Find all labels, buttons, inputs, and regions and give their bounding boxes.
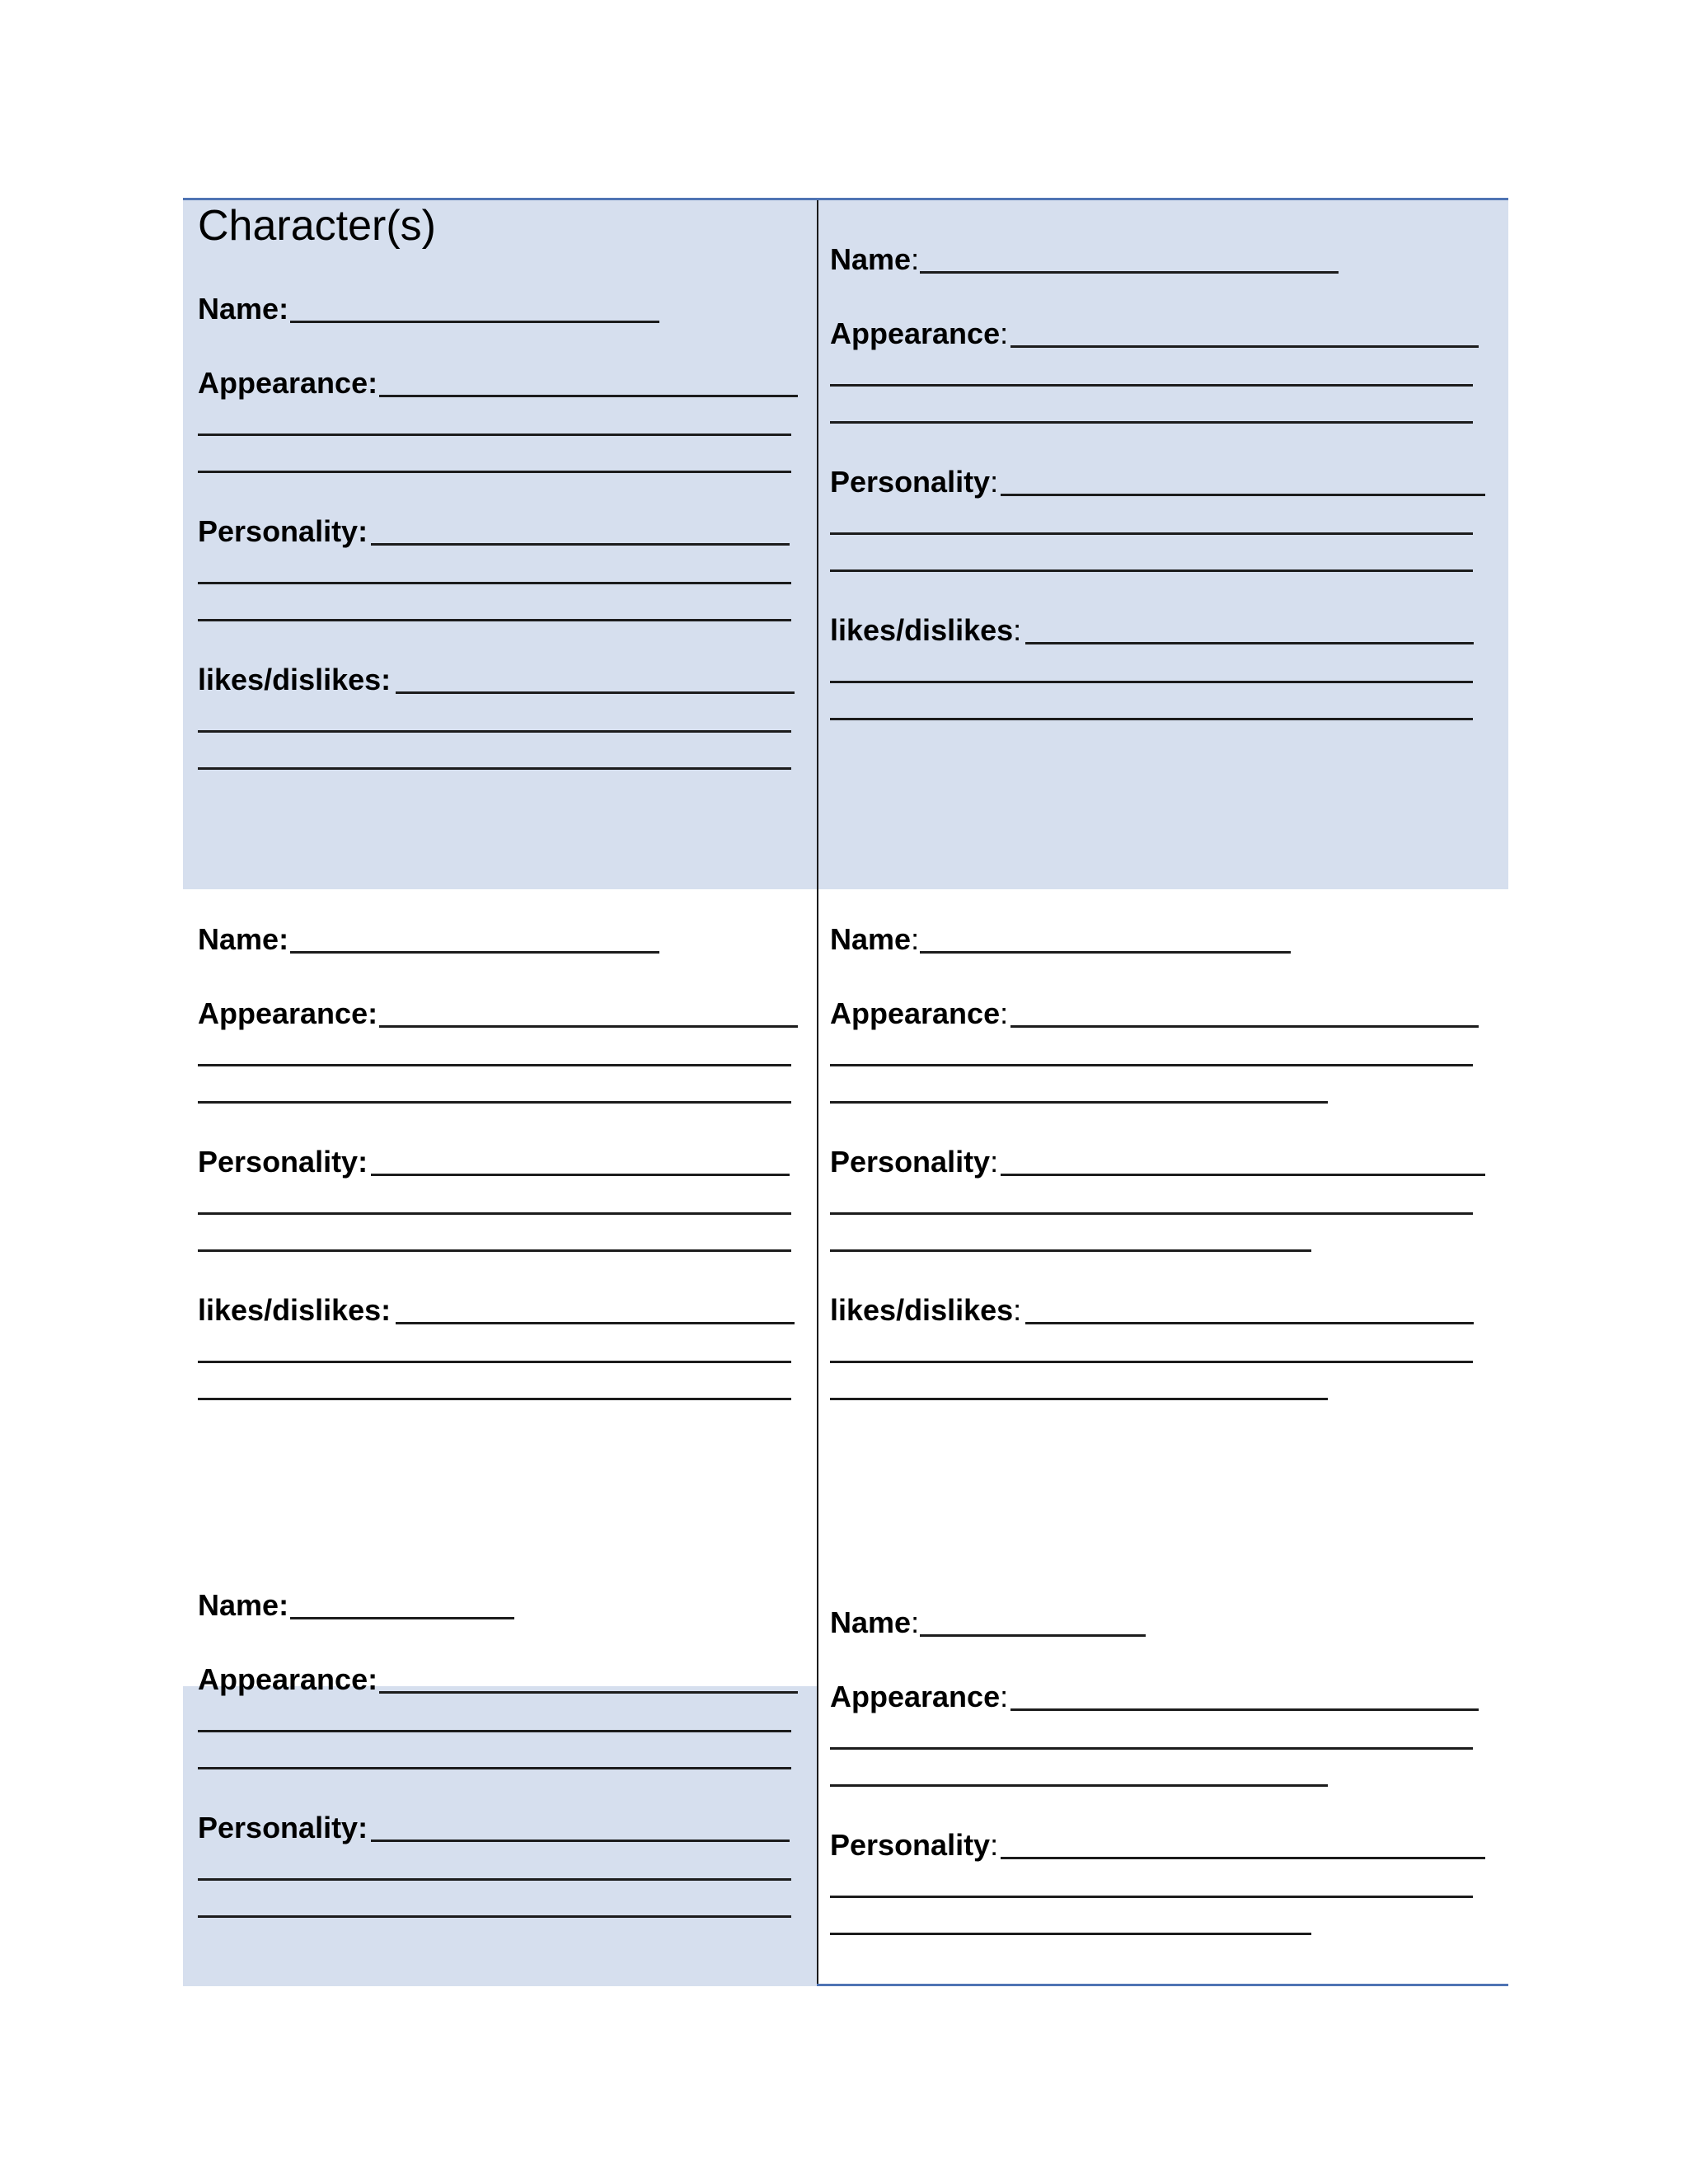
likes-dislikes-line[interactable] (396, 1322, 795, 1324)
appearance-line[interactable] (198, 1767, 791, 1769)
name-label: Name: (830, 922, 920, 956)
appearance-line[interactable] (830, 421, 1473, 424)
appearance-line[interactable] (198, 434, 791, 436)
personality-line[interactable] (371, 543, 790, 546)
personality-line[interactable] (830, 569, 1473, 572)
column-divider (817, 200, 818, 1984)
personality-label: Personality: (198, 1145, 368, 1179)
appearance-line[interactable] (198, 1101, 791, 1104)
personality-line[interactable] (1001, 1857, 1485, 1859)
name-line[interactable] (920, 951, 1291, 954)
personality-line[interactable] (830, 1249, 1311, 1252)
personality-line[interactable] (1001, 494, 1485, 496)
personality-label: Personality: (830, 1828, 999, 1862)
personality-line[interactable] (371, 1840, 790, 1842)
likes-dislikes-label: likes/dislikes: (198, 1293, 392, 1327)
likes-dislikes-line[interactable] (830, 718, 1473, 720)
card-top-right (818, 200, 1508, 889)
personality-label: Personality: (198, 1811, 368, 1844)
personality-label: Personality: (198, 514, 368, 548)
appearance-line[interactable] (830, 1784, 1328, 1787)
likes-dislikes-line[interactable] (198, 1361, 791, 1363)
appearance-line[interactable] (830, 1747, 1473, 1750)
personality-line[interactable] (198, 619, 791, 621)
name-line[interactable] (290, 321, 659, 323)
likes-dislikes-line[interactable] (198, 730, 791, 733)
likes-dislikes-line[interactable] (198, 1398, 791, 1400)
personality-line[interactable] (198, 1878, 791, 1881)
name-label: Name: (198, 1588, 289, 1622)
name-label: Name: (198, 292, 289, 326)
appearance-label: Appearance: (830, 316, 1009, 350)
likes-dislikes-line[interactable] (830, 681, 1473, 683)
personality-line[interactable] (198, 1212, 791, 1215)
name-line[interactable] (290, 1617, 514, 1619)
appearance-label: Appearance: (830, 1680, 1009, 1713)
personality-line[interactable] (198, 582, 791, 584)
appearance-line[interactable] (830, 1101, 1328, 1104)
personality-line[interactable] (371, 1174, 790, 1176)
appearance-line[interactable] (198, 1730, 791, 1732)
personality-line[interactable] (830, 532, 1473, 535)
likes-dislikes-label: likes/dislikes: (198, 663, 392, 696)
likes-dislikes-line[interactable] (1025, 642, 1474, 644)
name-label: Name: (830, 242, 920, 276)
appearance-line[interactable] (198, 471, 791, 473)
appearance-line[interactable] (379, 1025, 798, 1028)
likes-dislikes-line[interactable] (396, 691, 795, 694)
appearance-line[interactable] (830, 1064, 1473, 1066)
appearance-label: Appearance: (830, 996, 1009, 1030)
likes-dislikes-line[interactable] (198, 767, 791, 770)
personality-line[interactable] (830, 1933, 1311, 1935)
likes-dislikes-label: likes/dislikes: (830, 1293, 1022, 1327)
personality-line[interactable] (1001, 1174, 1485, 1176)
personality-line[interactable] (198, 1915, 791, 1918)
appearance-line[interactable] (379, 395, 798, 397)
name-line[interactable] (290, 951, 659, 954)
personality-label: Personality: (830, 1145, 999, 1179)
name-label: Name: (830, 1605, 920, 1639)
appearance-line[interactable] (830, 384, 1473, 387)
likes-dislikes-line[interactable] (1025, 1322, 1474, 1324)
appearance-line[interactable] (379, 1691, 798, 1694)
appearance-line[interactable] (198, 1064, 791, 1066)
appearance-line[interactable] (1010, 1708, 1479, 1711)
name-line[interactable] (920, 1634, 1146, 1637)
personality-line[interactable] (830, 1896, 1473, 1898)
appearance-label: Appearance: (198, 996, 378, 1030)
personality-line[interactable] (830, 1212, 1473, 1215)
likes-dislikes-line[interactable] (830, 1398, 1328, 1400)
name-label: Name: (198, 922, 289, 956)
appearance-label: Appearance: (198, 1662, 378, 1696)
appearance-line[interactable] (1010, 1025, 1479, 1028)
appearance-label: Appearance: (198, 366, 378, 400)
likes-dislikes-label: likes/dislikes: (830, 613, 1022, 647)
likes-dislikes-line[interactable] (830, 1361, 1473, 1363)
name-line[interactable] (920, 271, 1339, 274)
personality-line[interactable] (198, 1249, 791, 1252)
page-title: Character(s) (198, 202, 436, 250)
personality-label: Personality: (830, 465, 999, 499)
appearance-line[interactable] (1010, 345, 1479, 348)
